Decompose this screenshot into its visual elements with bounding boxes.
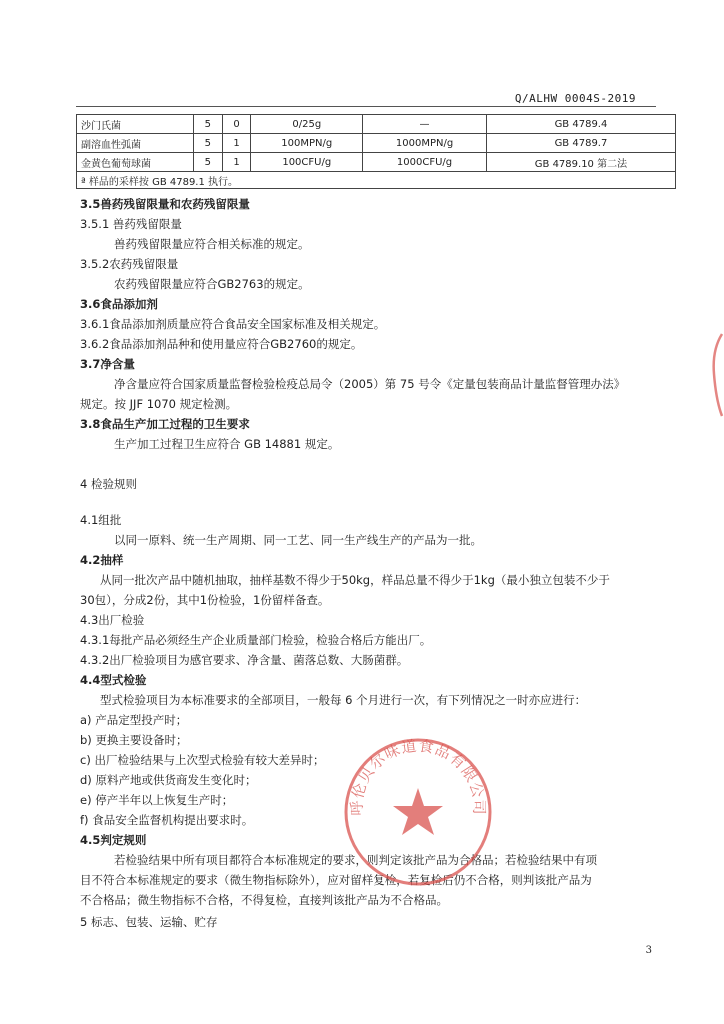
body-text: 生产加工过程卫生应符合 GB 14881 规定。 (114, 437, 340, 451)
body-text: 兽药残留限量应符合相关标准的规定。 (114, 237, 310, 251)
body-text: 型式检验项目为本标准要求的全部项目，一般每 6 个月进行一次，有下列情况之一时亦应进行： (100, 693, 587, 707)
table-cell: GB 4789.7 (486, 134, 675, 153)
table-row (77, 115, 676, 134)
subsection-heading: 3.5.2农药残留限量 (80, 257, 179, 271)
section-heading: 4.4型式检验 (80, 673, 147, 687)
section-heading: 4.3出厂检验 (80, 613, 145, 627)
section-heading: 4.2抽样 (80, 553, 124, 567)
table-cell: 1 (222, 153, 251, 172)
chapter-heading: 4 检验规则 (80, 477, 137, 491)
body-text: 3.6.2食品添加剂品种和使用量应符合GB2760的规定。 (80, 337, 363, 351)
table-cell: 5 (194, 153, 223, 172)
body-text: 4.3.1每批产品必须经生产企业质量部门检验，检验合格后方能出厂。 (80, 633, 432, 647)
list-item: a) 产品定型投产时； (80, 713, 188, 727)
table-cell: 100CFU/g (251, 153, 363, 172)
table-cell: GB 4789.4 (486, 115, 675, 134)
body-text: 若检验结果中所有项目都符合本标准规定的要求，则判定该批产品为合格品；若检验结果中有项 (114, 853, 597, 867)
body-text: 净含量应符合国家质量监督检验检疫总局令（2005）第 75 号令《定量包装商品计量监督管理办法》 (114, 377, 626, 391)
table-cell: GB 4789.10 第二法 (486, 153, 675, 172)
section-heading: 3.8食品生产加工过程的卫生要求 (80, 417, 250, 431)
company-seal (342, 736, 494, 888)
table-cell: 5 (194, 134, 223, 153)
body-text: 3.6.1食品添加剂质量应符合食品安全国家标准及相关规定。 (80, 317, 386, 331)
table-row (77, 134, 676, 153)
body-text: 从同一批次产品中随机抽取，抽样基数不得少于50kg，样品总量不得少于1kg（最小独立包装不少于 (100, 573, 610, 587)
table-cell: 1 (222, 134, 251, 153)
standard-number: Q/ALHW 0004S-2019 (514, 92, 636, 105)
list-item: c) 出厂检验结果与上次型式检验有较大差异时； (80, 753, 325, 767)
section-heading: 3.5兽药残留限量和农药残留限量 (80, 197, 250, 211)
table-note-row (77, 172, 676, 189)
table-cell: 1000MPN/g (363, 134, 487, 153)
seal-edge-fragment (706, 330, 724, 420)
page-number: 3 (645, 945, 652, 956)
section-heading: 4.5判定规则 (80, 833, 147, 847)
section-heading: 3.7净含量 (80, 357, 135, 371)
microbiology-table (76, 114, 676, 189)
list-item: f) 食品安全监督机构提出要求时。 (80, 813, 254, 827)
list-item: d) 原料产地或供货商发生变化时； (80, 773, 257, 787)
body-text: 以同一原料、统一生产周期、同一工艺、同一生产线生产的产品为一批。 (114, 533, 482, 547)
table-note: ª 样品的采样按 GB 4789.1 执行。 (77, 172, 676, 189)
body-text: 4.3.2出厂检验项目为感官要求、净含量、菌落总数、大肠菌群。 (80, 653, 409, 667)
list-item: b) 更换主要设备时； (80, 733, 188, 747)
seal-star-icon (393, 788, 443, 835)
body-text: 目不符合本标准规定的要求（微生物指标除外），应对留样复检，若复检后仍不合格，则判该批产品为 (80, 873, 592, 887)
section-heading: 4.1组批 (80, 513, 122, 527)
table-row (77, 153, 676, 172)
subsection-heading: 3.5.1 兽药残留限量 (80, 217, 182, 231)
table-cell: 0 (222, 115, 251, 134)
section-heading: 3.6食品添加剂 (80, 297, 158, 311)
table-cell: 金黄色葡萄球菌 (77, 153, 194, 172)
table-cell: — (363, 115, 487, 134)
table-cell: 5 (194, 115, 223, 134)
body-text: 30包），分成2份，其中1份检验，1份留样备查。 (80, 593, 330, 607)
list-item: e) 停产半年以上恢复生产时； (80, 793, 234, 807)
table-cell: 1000CFU/g (363, 153, 487, 172)
header-rule (76, 106, 656, 107)
chapter-heading: 5 标志、包装、运输、贮存 (80, 915, 218, 929)
seal-text: 呼伦贝尔味道食品有限公司 (347, 736, 489, 816)
table-cell: 0/25g (251, 115, 363, 134)
table-cell: 副溶血性弧菌 (77, 134, 194, 153)
body-text: 不合格品；微生物指标不合格，不得复检，直接判该批产品为不合格品。 (80, 893, 448, 907)
table-cell: 100MPN/g (251, 134, 363, 153)
body-text: 规定。按 JJF 1070 规定检测。 (80, 397, 238, 411)
body-text: 农药残留限量应符合GB2763的规定。 (114, 277, 310, 291)
table-cell: 沙门氏菌 (77, 115, 194, 134)
